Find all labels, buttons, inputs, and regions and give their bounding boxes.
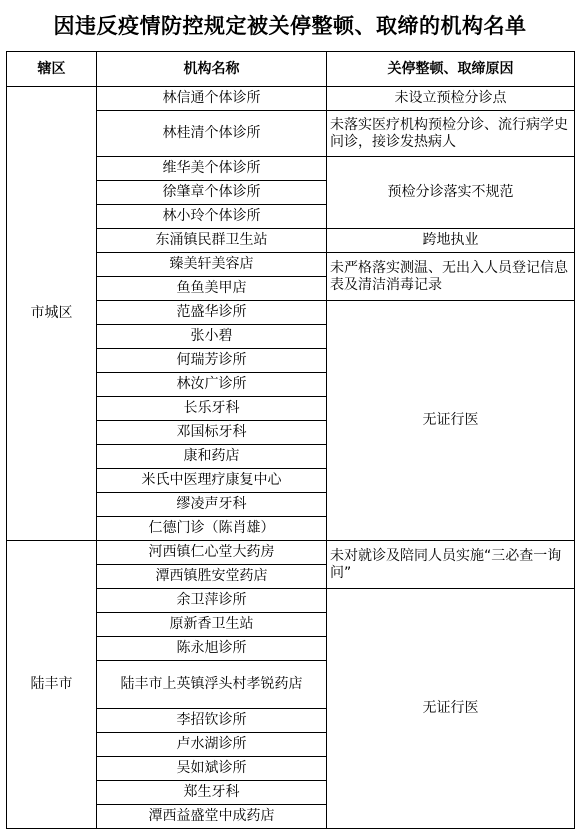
district-cell: 陆丰市 — [7, 541, 97, 829]
institution-cell: 李招钦诊所 — [97, 709, 327, 733]
institution-cell: 邓国标牙科 — [97, 421, 327, 445]
reason-cell: 无证行医 — [327, 301, 575, 541]
institution-cell: 米氏中医理疗康复中心 — [97, 469, 327, 493]
institution-cell: 臻美轩美容店 — [97, 253, 327, 277]
reason-cell: 预检分诊落实不规范 — [327, 157, 575, 229]
institution-cell: 长乐牙科 — [97, 397, 327, 421]
page-title: 因违反疫情防控规定被关停整顿、取缔的机构名单 — [53, 13, 527, 38]
institution-cell: 何瑞芳诊所 — [97, 349, 327, 373]
district-cell: 市城区 — [7, 87, 97, 541]
institution-cell: 余卫萍诊所 — [97, 589, 327, 613]
header-reason: 关停整顿、取缔原因 — [327, 52, 575, 87]
institution-cell: 潭西益盛堂中成药店 — [97, 805, 327, 829]
header-district: 辖区 — [7, 52, 97, 87]
institution-cell: 鱼鱼美甲店 — [97, 277, 327, 301]
reason-cell: 未严格落实测温、无出入人员登记信息表及清洁消毒记录 — [327, 253, 575, 301]
institution-cell: 张小碧 — [97, 325, 327, 349]
institution-cell: 原新香卫生站 — [97, 613, 327, 637]
institution-cell: 范盛华诊所 — [97, 301, 327, 325]
institution-cell: 陈永旭诊所 — [97, 637, 327, 661]
table-row — [7, 541, 575, 565]
institution-cell: 康和药店 — [97, 445, 327, 469]
institution-cell: 徐肇章个体诊所 — [97, 181, 327, 205]
reason-cell: 未对就诊及陪同人员实施“三必查一询问” — [327, 541, 575, 589]
institution-cell: 河西镇仁心堂大药房 — [97, 541, 327, 565]
institution-cell: 吴如斌诊所 — [97, 757, 327, 781]
institution-cell: 林小玲个体诊所 — [97, 205, 327, 229]
institution-cell: 维华美个体诊所 — [97, 157, 327, 181]
institution-cell: 卢水湖诊所 — [97, 733, 327, 757]
institution-cell: 林信通个体诊所 — [97, 87, 327, 111]
table-header-row — [7, 52, 575, 87]
institution-cell: 潭西镇胜安堂药店 — [97, 565, 327, 589]
institution-cell: 林桂清个体诊所 — [97, 111, 327, 157]
header-institution: 机构名称 — [97, 52, 327, 87]
reason-cell: 未设立预检分诊点 — [327, 87, 575, 111]
reason-cell: 跨地执业 — [327, 229, 575, 253]
institution-cell: 东涌镇民群卫生站 — [97, 229, 327, 253]
institution-cell: 仁德门诊（陈肖雄） — [97, 517, 327, 541]
institution-table — [6, 51, 575, 829]
institution-cell: 陆丰市上英镇浮头村孝锐药店 — [97, 661, 327, 709]
institution-cell: 林汝广诊所 — [97, 373, 327, 397]
table-row — [7, 87, 575, 111]
institution-cell: 缪凌声牙科 — [97, 493, 327, 517]
institution-cell: 郑生牙科 — [97, 781, 327, 805]
reason-cell: 未落实医疗机构预检分诊、流行病学史问诊，接诊发热病人 — [327, 111, 575, 157]
reason-cell: 无证行医 — [327, 589, 575, 829]
